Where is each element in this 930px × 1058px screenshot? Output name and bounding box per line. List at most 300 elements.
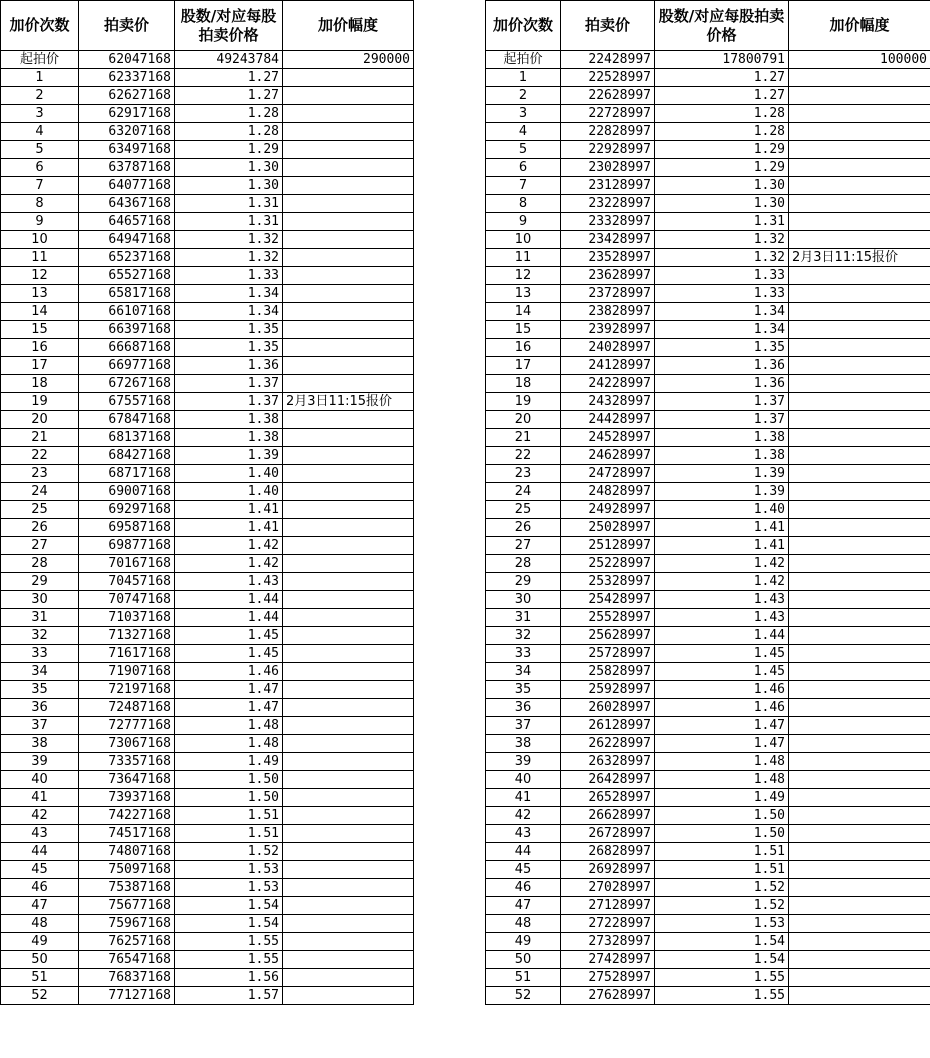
per-share-price-cell: 1.51 bbox=[655, 861, 789, 879]
increment-cell bbox=[789, 267, 930, 285]
bid-number-cell: 46 bbox=[1, 879, 79, 897]
bid-number-cell: 15 bbox=[486, 321, 561, 339]
auction-price-cell: 65527168 bbox=[79, 267, 175, 285]
table-row bbox=[1, 141, 414, 159]
bid-number-cell: 11 bbox=[486, 249, 561, 267]
increment-cell bbox=[283, 843, 414, 861]
increment-cell bbox=[789, 87, 930, 105]
bid-number-cell: 2 bbox=[1, 87, 79, 105]
start-row bbox=[1, 51, 414, 69]
increment-cell bbox=[283, 321, 414, 339]
per-share-price-cell: 1.53 bbox=[175, 861, 283, 879]
increment-cell bbox=[283, 807, 414, 825]
bid-number-cell: 24 bbox=[1, 483, 79, 501]
per-share-price-cell: 1.44 bbox=[175, 609, 283, 627]
table-row bbox=[1, 267, 414, 285]
increment-cell bbox=[283, 663, 414, 681]
bid-number-cell: 7 bbox=[486, 177, 561, 195]
auction-price-cell: 26528997 bbox=[561, 789, 655, 807]
table-row bbox=[1, 591, 414, 609]
per-share-price-cell: 1.38 bbox=[655, 429, 789, 447]
increment-cell bbox=[283, 519, 414, 537]
auction-price-cell: 23428997 bbox=[561, 231, 655, 249]
bid-number-cell: 30 bbox=[486, 591, 561, 609]
per-share-price-cell: 1.52 bbox=[655, 879, 789, 897]
increment-cell bbox=[789, 519, 930, 537]
bid-number-cell: 18 bbox=[486, 375, 561, 393]
auction-price-cell: 75677168 bbox=[79, 897, 175, 915]
increment-cell bbox=[789, 771, 930, 789]
auction-price-cell: 69587168 bbox=[79, 519, 175, 537]
auction-price-cell: 71617168 bbox=[79, 645, 175, 663]
table-row bbox=[486, 141, 930, 159]
auction-price-cell: 75387168 bbox=[79, 879, 175, 897]
bid-number-cell: 35 bbox=[486, 681, 561, 699]
table-row bbox=[486, 627, 930, 645]
increment-cell bbox=[283, 411, 414, 429]
auction-price-cell: 27028997 bbox=[561, 879, 655, 897]
header-increment: 加价幅度 bbox=[789, 1, 930, 51]
increment-cell bbox=[283, 825, 414, 843]
increment-cell bbox=[789, 681, 930, 699]
bid-number-cell: 34 bbox=[486, 663, 561, 681]
auction-price-cell: 62627168 bbox=[79, 87, 175, 105]
increment-cell bbox=[789, 897, 930, 915]
auction-price-cell: 68427168 bbox=[79, 447, 175, 465]
per-share-price-cell: 1.54 bbox=[175, 915, 283, 933]
per-share-price-cell: 1.34 bbox=[175, 303, 283, 321]
bid-number-cell: 9 bbox=[486, 213, 561, 231]
per-share-price-cell: 1.54 bbox=[655, 951, 789, 969]
increment-cell bbox=[283, 915, 414, 933]
auction-price-cell: 72487168 bbox=[79, 699, 175, 717]
auction-price-cell: 77127168 bbox=[79, 987, 175, 1005]
bid-number-cell: 52 bbox=[1, 987, 79, 1005]
auction-price-cell: 23228997 bbox=[561, 195, 655, 213]
bid-number-cell: 28 bbox=[1, 555, 79, 573]
auction-price-cell: 22528997 bbox=[561, 69, 655, 87]
per-share-price-cell: 1.27 bbox=[655, 69, 789, 87]
bid-number-cell: 49 bbox=[1, 933, 79, 951]
per-share-price-cell: 1.47 bbox=[175, 699, 283, 717]
per-share-price-cell: 1.48 bbox=[655, 753, 789, 771]
per-share-price-cell: 1.29 bbox=[655, 141, 789, 159]
per-share-price-cell: 1.45 bbox=[655, 645, 789, 663]
per-share-price-cell: 1.43 bbox=[175, 573, 283, 591]
table-row bbox=[486, 753, 930, 771]
per-share-price-cell: 1.45 bbox=[175, 627, 283, 645]
auction-price-cell: 25828997 bbox=[561, 663, 655, 681]
bid-number-cell: 13 bbox=[1, 285, 79, 303]
increment-cell bbox=[283, 933, 414, 951]
increment-cell bbox=[283, 879, 414, 897]
table-row bbox=[1, 555, 414, 573]
bid-number-cell: 50 bbox=[1, 951, 79, 969]
increment-cell bbox=[789, 447, 930, 465]
table-row bbox=[1, 969, 414, 987]
increment-cell bbox=[789, 213, 930, 231]
auction-price-cell: 24028997 bbox=[561, 339, 655, 357]
increment-cell bbox=[283, 645, 414, 663]
auction-price-cell: 22928997 bbox=[561, 141, 655, 159]
bid-number-cell: 15 bbox=[1, 321, 79, 339]
table-row bbox=[1, 465, 414, 483]
bid-number-cell: 29 bbox=[1, 573, 79, 591]
per-share-price-cell: 1.50 bbox=[655, 825, 789, 843]
per-share-price-cell: 1.51 bbox=[175, 825, 283, 843]
per-share-price-cell: 1.33 bbox=[655, 285, 789, 303]
bid-number-cell: 31 bbox=[486, 609, 561, 627]
table-row bbox=[1, 735, 414, 753]
per-share-price-cell: 1.53 bbox=[655, 915, 789, 933]
bid-number-cell: 2 bbox=[486, 87, 561, 105]
increment-cell bbox=[789, 123, 930, 141]
increment-cell bbox=[283, 429, 414, 447]
table-row bbox=[486, 123, 930, 141]
table-row bbox=[486, 699, 930, 717]
table-row bbox=[1, 303, 414, 321]
per-share-price-cell: 1.30 bbox=[655, 177, 789, 195]
per-share-price-cell: 1.48 bbox=[655, 771, 789, 789]
bid-number-cell: 5 bbox=[486, 141, 561, 159]
table-row bbox=[486, 447, 930, 465]
per-share-price-cell: 1.39 bbox=[175, 447, 283, 465]
start-shares: 17800791 bbox=[655, 51, 789, 69]
table-row bbox=[486, 789, 930, 807]
per-share-price-cell: 1.32 bbox=[655, 231, 789, 249]
bid-number-cell: 48 bbox=[1, 915, 79, 933]
per-share-price-cell: 1.50 bbox=[175, 771, 283, 789]
table-row bbox=[1, 717, 414, 735]
increment-cell bbox=[283, 861, 414, 879]
increment-cell bbox=[283, 591, 414, 609]
per-share-price-cell: 1.34 bbox=[655, 303, 789, 321]
auction-price-cell: 24228997 bbox=[561, 375, 655, 393]
auction-price-cell: 71907168 bbox=[79, 663, 175, 681]
auction-price-cell: 75097168 bbox=[79, 861, 175, 879]
table-row bbox=[486, 285, 930, 303]
auction-price-cell: 24128997 bbox=[561, 357, 655, 375]
table-row bbox=[1, 447, 414, 465]
per-share-price-cell: 1.32 bbox=[655, 249, 789, 267]
table-row bbox=[486, 249, 930, 267]
table-row bbox=[1, 915, 414, 933]
table-row bbox=[486, 267, 930, 285]
bid-number-cell: 32 bbox=[1, 627, 79, 645]
bid-number-cell: 25 bbox=[486, 501, 561, 519]
table-row bbox=[486, 969, 930, 987]
table-row bbox=[1, 411, 414, 429]
increment-cell bbox=[283, 771, 414, 789]
bid-number-cell: 12 bbox=[486, 267, 561, 285]
increment-cell bbox=[283, 573, 414, 591]
header-auction-price: 拍卖价 bbox=[79, 1, 175, 51]
increment-cell: 2月3日11:15报价 bbox=[789, 249, 930, 267]
increment-cell bbox=[789, 915, 930, 933]
per-share-price-cell: 1.27 bbox=[175, 87, 283, 105]
bid-number-cell: 44 bbox=[1, 843, 79, 861]
table-row bbox=[1, 663, 414, 681]
table-row bbox=[1, 861, 414, 879]
increment-cell bbox=[283, 501, 414, 519]
start-increment: 290000 bbox=[283, 51, 414, 69]
increment-cell bbox=[789, 717, 930, 735]
per-share-price-cell: 1.30 bbox=[175, 177, 283, 195]
increment-cell bbox=[789, 393, 930, 411]
bid-number-cell: 29 bbox=[486, 573, 561, 591]
per-share-price-cell: 1.29 bbox=[655, 159, 789, 177]
table-row bbox=[1, 123, 414, 141]
auction-price-cell: 64657168 bbox=[79, 213, 175, 231]
auction-price-cell: 69007168 bbox=[79, 483, 175, 501]
table-row bbox=[1, 627, 414, 645]
auction-price-cell: 26028997 bbox=[561, 699, 655, 717]
bid-number-cell: 10 bbox=[1, 231, 79, 249]
bid-number-cell: 38 bbox=[1, 735, 79, 753]
bid-number-cell: 8 bbox=[486, 195, 561, 213]
table-row bbox=[1, 285, 414, 303]
increment-cell bbox=[789, 411, 930, 429]
auction-price-cell: 25328997 bbox=[561, 573, 655, 591]
bid-number-cell: 19 bbox=[486, 393, 561, 411]
per-share-price-cell: 1.47 bbox=[655, 735, 789, 753]
increment-cell bbox=[789, 285, 930, 303]
increment-cell bbox=[789, 231, 930, 249]
per-share-price-cell: 1.44 bbox=[655, 627, 789, 645]
bid-number-cell: 37 bbox=[1, 717, 79, 735]
bid-number-cell: 31 bbox=[1, 609, 79, 627]
bid-number-cell: 23 bbox=[1, 465, 79, 483]
bid-number-cell: 43 bbox=[1, 825, 79, 843]
auction-price-cell: 23128997 bbox=[561, 177, 655, 195]
auction-price-cell: 64367168 bbox=[79, 195, 175, 213]
bid-number-cell: 25 bbox=[1, 501, 79, 519]
auction-price-cell: 24828997 bbox=[561, 483, 655, 501]
bid-number-cell: 22 bbox=[1, 447, 79, 465]
bid-number-cell: 23 bbox=[486, 465, 561, 483]
increment-cell bbox=[789, 429, 930, 447]
auction-price-cell: 26628997 bbox=[561, 807, 655, 825]
increment-cell: 2月3日11:15报价 bbox=[283, 393, 414, 411]
table-row bbox=[486, 501, 930, 519]
per-share-price-cell: 1.37 bbox=[655, 393, 789, 411]
bid-number-cell: 21 bbox=[486, 429, 561, 447]
table-row bbox=[1, 195, 414, 213]
auction-price-cell: 69877168 bbox=[79, 537, 175, 555]
bid-number-cell: 40 bbox=[1, 771, 79, 789]
table-row bbox=[486, 609, 930, 627]
increment-cell bbox=[789, 69, 930, 87]
auction-price-cell: 26328997 bbox=[561, 753, 655, 771]
bid-number-cell: 3 bbox=[1, 105, 79, 123]
increment-cell bbox=[283, 465, 414, 483]
table-row bbox=[1, 573, 414, 591]
table-row bbox=[1, 339, 414, 357]
auction-price-cell: 71037168 bbox=[79, 609, 175, 627]
table-row bbox=[1, 87, 414, 105]
increment-cell bbox=[283, 177, 414, 195]
increment-cell bbox=[283, 951, 414, 969]
auction-price-cell: 27128997 bbox=[561, 897, 655, 915]
per-share-price-cell: 1.38 bbox=[175, 411, 283, 429]
table-row bbox=[486, 861, 930, 879]
table-row bbox=[1, 159, 414, 177]
per-share-price-cell: 1.34 bbox=[655, 321, 789, 339]
increment-cell bbox=[789, 879, 930, 897]
bid-number-cell: 4 bbox=[1, 123, 79, 141]
auction-price-cell: 68717168 bbox=[79, 465, 175, 483]
increment-cell bbox=[283, 753, 414, 771]
bid-number-cell: 46 bbox=[486, 879, 561, 897]
per-share-price-cell: 1.42 bbox=[655, 555, 789, 573]
increment-cell bbox=[789, 825, 930, 843]
increment-cell bbox=[789, 555, 930, 573]
per-share-price-cell: 1.27 bbox=[175, 69, 283, 87]
increment-cell bbox=[789, 951, 930, 969]
per-share-price-cell: 1.35 bbox=[655, 339, 789, 357]
bid-number-cell: 38 bbox=[486, 735, 561, 753]
increment-cell bbox=[789, 789, 930, 807]
increment-cell bbox=[789, 573, 930, 591]
auction-price-cell: 76257168 bbox=[79, 933, 175, 951]
per-share-price-cell: 1.30 bbox=[655, 195, 789, 213]
bid-number-cell: 27 bbox=[486, 537, 561, 555]
per-share-price-cell: 1.48 bbox=[175, 717, 283, 735]
auction-price-cell: 75967168 bbox=[79, 915, 175, 933]
table-row bbox=[486, 393, 930, 411]
auction-price-cell: 62917168 bbox=[79, 105, 175, 123]
increment-cell bbox=[789, 105, 930, 123]
auction-price-cell: 23628997 bbox=[561, 267, 655, 285]
bid-number-cell: 13 bbox=[486, 285, 561, 303]
auction-price-cell: 27328997 bbox=[561, 933, 655, 951]
bid-number-cell: 20 bbox=[486, 411, 561, 429]
per-share-price-cell: 1.41 bbox=[175, 501, 283, 519]
per-share-price-cell: 1.28 bbox=[655, 123, 789, 141]
table-body bbox=[486, 51, 930, 1005]
per-share-price-cell: 1.54 bbox=[175, 897, 283, 915]
per-share-price-cell: 1.32 bbox=[175, 249, 283, 267]
table-row bbox=[1, 483, 414, 501]
table-row bbox=[486, 645, 930, 663]
auction-price-cell: 66397168 bbox=[79, 321, 175, 339]
auction-price-cell: 26228997 bbox=[561, 735, 655, 753]
auction-price-cell: 25028997 bbox=[561, 519, 655, 537]
increment-cell bbox=[789, 735, 930, 753]
header-per-share-price: 股数/对应每股拍卖价格 bbox=[655, 1, 789, 51]
auction-price-cell: 26728997 bbox=[561, 825, 655, 843]
increment-cell bbox=[283, 69, 414, 87]
table-row bbox=[1, 897, 414, 915]
table-row bbox=[486, 357, 930, 375]
auction-price-cell: 24628997 bbox=[561, 447, 655, 465]
bid-number-cell: 45 bbox=[486, 861, 561, 879]
auction-price-cell: 25128997 bbox=[561, 537, 655, 555]
header-increment: 加价幅度 bbox=[283, 1, 414, 51]
per-share-price-cell: 1.38 bbox=[655, 447, 789, 465]
table-row bbox=[486, 519, 930, 537]
increment-cell bbox=[283, 249, 414, 267]
increment-cell bbox=[789, 159, 930, 177]
table-row bbox=[486, 951, 930, 969]
auction-price-cell: 66977168 bbox=[79, 357, 175, 375]
table-row bbox=[486, 231, 930, 249]
per-share-price-cell: 1.28 bbox=[655, 105, 789, 123]
per-share-price-cell: 1.45 bbox=[175, 645, 283, 663]
table-row bbox=[1, 681, 414, 699]
auction-price-cell: 23028997 bbox=[561, 159, 655, 177]
per-share-price-cell: 1.50 bbox=[655, 807, 789, 825]
table-row bbox=[1, 789, 414, 807]
start-shares: 49243784 bbox=[175, 51, 283, 69]
per-share-price-cell: 1.42 bbox=[175, 555, 283, 573]
auction-price-cell: 74807168 bbox=[79, 843, 175, 861]
per-share-price-cell: 1.43 bbox=[655, 609, 789, 627]
increment-cell bbox=[789, 609, 930, 627]
increment-cell bbox=[789, 465, 930, 483]
bid-number-cell: 47 bbox=[486, 897, 561, 915]
auction-price-cell: 72777168 bbox=[79, 717, 175, 735]
auction-price-cell: 67557168 bbox=[79, 393, 175, 411]
bid-number-cell: 49 bbox=[486, 933, 561, 951]
increment-cell bbox=[789, 141, 930, 159]
bid-number-cell: 30 bbox=[1, 591, 79, 609]
per-share-price-cell: 1.38 bbox=[175, 429, 283, 447]
per-share-price-cell: 1.42 bbox=[655, 573, 789, 591]
increment-cell bbox=[283, 987, 414, 1005]
increment-cell bbox=[789, 861, 930, 879]
increment-cell bbox=[789, 699, 930, 717]
bid-number-cell: 9 bbox=[1, 213, 79, 231]
table-row bbox=[486, 807, 930, 825]
table-row bbox=[1, 375, 414, 393]
bid-number-cell: 5 bbox=[1, 141, 79, 159]
increment-cell bbox=[789, 663, 930, 681]
auction-price-cell: 24528997 bbox=[561, 429, 655, 447]
per-share-price-cell: 1.40 bbox=[175, 483, 283, 501]
bid-number-cell: 37 bbox=[486, 717, 561, 735]
per-share-price-cell: 1.57 bbox=[175, 987, 283, 1005]
bid-number-cell: 27 bbox=[1, 537, 79, 555]
bid-number-cell: 51 bbox=[486, 969, 561, 987]
table-row bbox=[486, 375, 930, 393]
bid-number-cell: 17 bbox=[486, 357, 561, 375]
increment-cell bbox=[283, 681, 414, 699]
bid-number-cell: 32 bbox=[486, 627, 561, 645]
auction-price-cell: 65817168 bbox=[79, 285, 175, 303]
table-row bbox=[486, 411, 930, 429]
auction-price-cell: 27528997 bbox=[561, 969, 655, 987]
auction-price-cell: 73937168 bbox=[79, 789, 175, 807]
auction-price-cell: 23528997 bbox=[561, 249, 655, 267]
bid-number-cell: 3 bbox=[486, 105, 561, 123]
increment-cell bbox=[283, 717, 414, 735]
table-row bbox=[1, 357, 414, 375]
increment-cell bbox=[789, 483, 930, 501]
increment-cell bbox=[283, 141, 414, 159]
increment-cell bbox=[283, 447, 414, 465]
auction-price-cell: 66107168 bbox=[79, 303, 175, 321]
table-row bbox=[1, 879, 414, 897]
increment-cell bbox=[283, 105, 414, 123]
auction-price-cell: 76547168 bbox=[79, 951, 175, 969]
per-share-price-cell: 1.35 bbox=[175, 321, 283, 339]
table-row bbox=[486, 933, 930, 951]
increment-cell bbox=[789, 969, 930, 987]
bid-number-cell: 43 bbox=[486, 825, 561, 843]
bid-number-cell: 8 bbox=[1, 195, 79, 213]
table-row bbox=[486, 879, 930, 897]
